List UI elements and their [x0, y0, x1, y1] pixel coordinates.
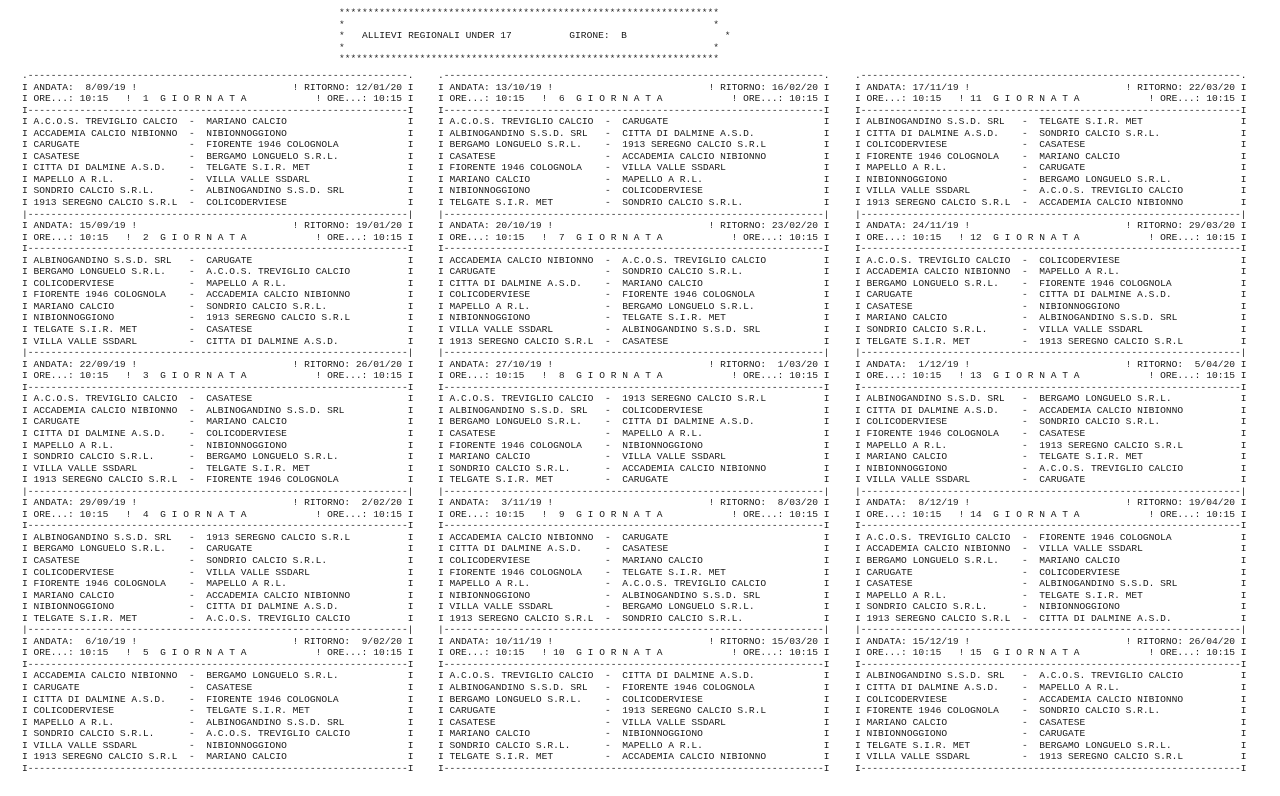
match-row: I ALBINOGANDINO S.S.D. SRL - CARUGATE I	[22, 254, 414, 266]
giornata-dates: I ANDATA: 15/12/19 ! ! RITORNO: 26/04/20 I	[855, 635, 1247, 647]
separator-line: I------------------------------------------------------------------I	[855, 520, 1247, 532]
match-row: I COLICODERVIESE - SONDRIO CALCIO S.R.L. I	[855, 416, 1247, 428]
match-row: I ALBINOGANDINO S.S.D. SRL - BERGAMO LONGUELO S.R.L. I	[855, 393, 1247, 405]
separator-line: |------------------------------------------------------------------|	[22, 624, 414, 636]
match-row: I NIBIONNOGGIONO - TELGATE S.I.R. MET I	[438, 312, 830, 324]
match-row: I SONDRIO CALCIO S.R.L. - ALBINOGANDINO S.S.D. SRL I	[22, 185, 414, 197]
match-row: I ACCADEMIA CALCIO NIBIONNO - NIBIONNOGGIONO I	[22, 127, 414, 139]
match-row: I MARIANO CALCIO - ALBINOGANDINO S.S.D. SRL I	[855, 312, 1247, 324]
match-row: I MARIANO CALCIO - ACCADEMIA CALCIO NIBIONNO I	[22, 589, 414, 601]
separator-line: |------------------------------------------------------------------|	[438, 347, 830, 359]
match-row: I CARUGATE - COLICODERVIESE I	[855, 566, 1247, 578]
match-row: I MAPELLO A R.L. - 1913 SEREGNO CALCIO S.R.L I	[855, 439, 1247, 451]
giornata-dates: I ANDATA: 17/11/19 ! ! RITORNO: 22/03/20 I	[855, 81, 1247, 93]
girone-label: GIRONE:	[569, 30, 610, 42]
match-row: I FIORENTE 1946 COLOGNOLA - MAPELLO A R.L. I	[22, 578, 414, 590]
separator-line: I------------------------------------------------------------------I	[22, 520, 414, 532]
giornata-dates: I ANDATA: 13/10/19 ! ! RITORNO: 16/02/20 I	[438, 81, 830, 93]
giornata-dates: I ANDATA: 6/10/19 ! ! RITORNO: 9/02/20 I	[22, 635, 414, 647]
match-row: I NIBIONNOGGIONO - BERGAMO LONGUELO S.R.L. I	[855, 173, 1247, 185]
girone-value: B	[621, 30, 627, 42]
match-row: I NIBIONNOGGIONO - CITTA DI DALMINE A.S.D. I	[22, 601, 414, 613]
giornata-dates: I ANDATA: 10/11/19 ! ! RITORNO: 15/03/20 I	[438, 635, 830, 647]
match-row: I FIORENTE 1946 COLOGNOLA - ACCADEMIA CALCIO NIBIONNO I	[22, 289, 414, 301]
match-row: I 1913 SEREGNO CALCIO S.R.L - SONDRIO CALCIO S.R.L. I	[438, 612, 830, 624]
separator-line: |------------------------------------------------------------------|	[855, 347, 1247, 359]
match-row: I MAPELLO A R.L. - BERGAMO LONGUELO S.R.L. I	[438, 300, 830, 312]
giornata-times: I ORE...: 10:15 ! 8 G I O R N A T A ! ORE...: 10:15 I	[438, 370, 830, 382]
match-row: I NIBIONNOGGIONO - A.C.O.S. TREVIGLIO CALCIO I	[855, 462, 1247, 474]
match-row: I NIBIONNOGGIONO - ALBINOGANDINO S.S.D. SRL I	[438, 589, 830, 601]
giornata-times: I ORE...: 10:15 ! 7 G I O R N A T A ! ORE...: 10:15 I	[438, 231, 830, 243]
giornata-dates: I ANDATA: 24/11/19 ! ! RITORNO: 29/03/20 I	[855, 220, 1247, 232]
championship-title: ALLIEVI REGIONALI UNDER 17	[362, 30, 512, 42]
separator-line: |------------------------------------------------------------------|	[22, 208, 414, 220]
match-row: I BERGAMO LONGUELO S.R.L. - MARIANO CALCIO I	[855, 554, 1247, 566]
match-row: I 1913 SEREGNO CALCIO S.R.L - FIORENTE 1946 COLOGNOLA I	[22, 474, 414, 486]
match-row: I MARIANO CALCIO - TELGATE S.I.R. MET I	[855, 451, 1247, 463]
match-row: I VILLA VALLE SSDARL - BERGAMO LONGUELO S.R.L. I	[438, 601, 830, 613]
giornata-times: I ORE...: 10:15 ! 3 G I O R N A T A ! ORE...: 10:15 I	[22, 370, 414, 382]
match-row: I FIORENTE 1946 COLOGNOLA - MARIANO CALCIO I	[855, 150, 1247, 162]
match-row: I CARUGATE - SONDRIO CALCIO S.R.L. I	[438, 266, 830, 278]
giornata-times: I ORE...: 10:15 ! 10 G I O R N A T A ! ORE...: 10:15 I	[438, 647, 830, 659]
match-row: I CARUGATE - CITTA DI DALMINE A.S.D. I	[855, 289, 1247, 301]
match-row: I CITTA DI DALMINE A.S.D. - MARIANO CALCIO I	[438, 277, 830, 289]
match-row: I MAPELLO A R.L. - CARUGATE I	[855, 162, 1247, 174]
separator-line: I------------------------------------------------------------------I	[855, 381, 1247, 393]
header-border-top: ******************************************************************	[339, 7, 719, 18]
match-row: I TELGATE S.I.R. MET - CARUGATE I	[438, 474, 830, 486]
separator-line: I------------------------------------------------------------------I	[855, 762, 1247, 774]
giornata-times: I ORE...: 10:15 ! 15 G I O R N A T A ! ORE...: 10:15 I	[855, 647, 1247, 659]
separator-line: |------------------------------------------------------------------|	[855, 208, 1247, 220]
match-row: I CITTA DI DALMINE A.S.D. - ACCADEMIA CALCIO NIBIONNO I	[855, 404, 1247, 416]
giornata-times: I ORE...: 10:15 ! 12 G I O R N A T A ! ORE...: 10:15 I	[855, 231, 1247, 243]
match-row: I CASATESE - ALBINOGANDINO S.S.D. SRL I	[855, 578, 1247, 590]
match-row: I MARIANO CALCIO - SONDRIO CALCIO S.R.L. I	[22, 300, 414, 312]
match-row: I ACCADEMIA CALCIO NIBIONNO - MAPELLO A R.L. I	[855, 266, 1247, 278]
match-row: I MARIANO CALCIO - CASATESE I	[855, 716, 1247, 728]
match-row: I CITTA DI DALMINE A.S.D. - MAPELLO A R.L. I	[855, 681, 1247, 693]
match-row: I ACCADEMIA CALCIO NIBIONNO - BERGAMO LONGUELO S.R.L. I	[22, 670, 414, 682]
giornata-times: I ORE...: 10:15 ! 2 G I O R N A T A ! ORE...: 10:15 I	[22, 231, 414, 243]
match-row: I VILLA VALLE SSDARL - 1913 SEREGNO CALCIO S.R.L I	[855, 751, 1247, 763]
giornata-times: I ORE...: 10:15 ! 13 G I O R N A T A ! ORE...: 10:15 I	[855, 370, 1247, 382]
calendar-header: ****************************************************************** * * * ALLIEVI REGIONALI UNDER 17 GIRONE: B * * * ******************************************************************	[339, 7, 731, 65]
giornata-times: I ORE...: 10:15 ! 4 G I O R N A T A ! ORE...: 10:15 I	[22, 508, 414, 520]
schedule-column-3	[855, 70, 1247, 774]
giornata-dates: I ANDATA: 8/12/19 ! ! RITORNO: 19/04/20 I	[855, 497, 1247, 509]
match-row: I A.C.O.S. TREVIGLIO CALCIO - FIORENTE 1946 COLOGNOLA I	[855, 531, 1247, 543]
match-row: I FIORENTE 1946 COLOGNOLA - SONDRIO CALCIO S.R.L. I	[855, 705, 1247, 717]
match-row: I CASATESE - VILLA VALLE SSDARL I	[438, 716, 830, 728]
match-row: I ACCADEMIA CALCIO NIBIONNO - A.C.O.S. TREVIGLIO CALCIO I	[438, 254, 830, 266]
match-row: I CARUGATE - 1913 SEREGNO CALCIO S.R.L I	[438, 705, 830, 717]
match-row: I TELGATE S.I.R. MET - CASATESE I	[22, 324, 414, 336]
match-row: I ALBINOGANDINO S.S.D. SRL - A.C.O.S. TREVIGLIO CALCIO I	[855, 670, 1247, 682]
match-row: I CITTA DI DALMINE A.S.D. - SONDRIO CALCIO S.R.L. I	[855, 127, 1247, 139]
separator-line: |------------------------------------------------------------------|	[855, 485, 1247, 497]
match-row: I VILLA VALLE SSDARL - ALBINOGANDINO S.S.D. SRL I	[438, 324, 830, 336]
match-row: I MAPELLO A R.L. - NIBIONNOGGIONO I	[22, 439, 414, 451]
match-row: I COLICODERVIESE - MARIANO CALCIO I	[438, 554, 830, 566]
separator-line: I------------------------------------------------------------------I	[22, 762, 414, 774]
match-row: I FIORENTE 1946 COLOGNOLA - TELGATE S.I.R. MET I	[438, 566, 830, 578]
separator-line: |------------------------------------------------------------------|	[438, 208, 830, 220]
match-row: I ALBINOGANDINO S.S.D. SRL - 1913 SEREGNO CALCIO S.R.L I	[22, 531, 414, 543]
match-row: I VILLA VALLE SSDARL - A.C.O.S. TREVIGLIO CALCIO I	[855, 185, 1247, 197]
separator-line: I------------------------------------------------------------------I	[438, 243, 830, 255]
match-row: I TELGATE S.I.R. MET - BERGAMO LONGUELO S.R.L. I	[855, 739, 1247, 751]
separator-line: .------------------------------------------------------------------.	[22, 70, 414, 81]
separator-line: .------------------------------------------------------------------.	[438, 70, 830, 81]
match-row: I SONDRIO CALCIO S.R.L. - NIBIONNOGGIONO I	[855, 601, 1247, 613]
match-row: I TELGATE S.I.R. MET - ACCADEMIA CALCIO NIBIONNO I	[438, 751, 830, 763]
match-row: I 1913 SEREGNO CALCIO S.R.L - CITTA DI DALMINE A.S.D. I	[855, 612, 1247, 624]
match-row: I CITTA DI DALMINE A.S.D. - FIORENTE 1946 COLOGNOLA I	[22, 693, 414, 705]
match-row: I MAPELLO A R.L. - ALBINOGANDINO S.S.D. SRL I	[22, 716, 414, 728]
header-border-bottom: ******************************************************************	[339, 53, 719, 65]
match-row: I CITTA DI DALMINE A.S.D. - CASATESE I	[438, 543, 830, 555]
match-row: I NIBIONNOGGIONO - COLICODERVIESE I	[438, 185, 830, 197]
match-row: I 1913 SEREGNO CALCIO S.R.L - COLICODERVIESE I	[22, 197, 414, 209]
match-row: I CITTA DI DALMINE A.S.D. - TELGATE S.I.R. MET I	[22, 162, 414, 174]
match-row: I ALBINOGANDINO S.S.D. SRL - TELGATE S.I.R. MET I	[855, 116, 1247, 128]
separator-line: I------------------------------------------------------------------I	[22, 658, 414, 670]
giornata-times: I ORE...: 10:15 ! 5 G I O R N A T A ! ORE...: 10:15 I	[22, 647, 414, 659]
separator-line: |------------------------------------------------------------------|	[22, 485, 414, 497]
match-row: I BERGAMO LONGUELO S.R.L. - CITTA DI DALMINE A.S.D. I	[438, 416, 830, 428]
match-row: I VILLA VALLE SSDARL - TELGATE S.I.R. MET I	[22, 462, 414, 474]
match-row: I NIBIONNOGGIONO - CARUGATE I	[855, 728, 1247, 740]
giornata-times: I ORE...: 10:15 ! 1 G I O R N A T A ! ORE...: 10:15 I	[22, 93, 414, 105]
match-row: I A.C.O.S. TREVIGLIO CALCIO - 1913 SEREGNO CALCIO S.R.L I	[438, 393, 830, 405]
match-row: I ACCADEMIA CALCIO NIBIONNO - VILLA VALLE SSDARL I	[855, 543, 1247, 555]
separator-line: |------------------------------------------------------------------|	[438, 485, 830, 497]
match-row: I TELGATE S.I.R. MET - SONDRIO CALCIO S.R.L. I	[438, 197, 830, 209]
separator-line: I------------------------------------------------------------------I	[438, 762, 830, 774]
match-row: I FIORENTE 1946 COLOGNOLA - VILLA VALLE SSDARL I	[438, 162, 830, 174]
match-row: I ACCADEMIA CALCIO NIBIONNO - CARUGATE I	[438, 531, 830, 543]
match-row: I CARUGATE - FIORENTE 1946 COLOGNOLA I	[22, 139, 414, 151]
match-row: I MAPELLO A R.L. - VILLA VALLE SSDARL I	[22, 173, 414, 185]
match-row: I ALBINOGANDINO S.S.D. SRL - FIORENTE 1946 COLOGNOLA I	[438, 681, 830, 693]
separator-line: I------------------------------------------------------------------I	[438, 520, 830, 532]
match-row: I MAPELLO A R.L. - A.C.O.S. TREVIGLIO CALCIO I	[438, 578, 830, 590]
match-row: I COLICODERVIESE - CASATESE I	[855, 139, 1247, 151]
separator-line: I------------------------------------------------------------------I	[438, 104, 830, 116]
separator-line: |------------------------------------------------------------------|	[22, 347, 414, 359]
separator-line: |------------------------------------------------------------------|	[855, 624, 1247, 636]
match-row: I BERGAMO LONGUELO S.R.L. - CARUGATE I	[22, 543, 414, 555]
match-row: I COLICODERVIESE - MAPELLO A R.L. I	[22, 277, 414, 289]
match-row: I CARUGATE - MARIANO CALCIO I	[22, 416, 414, 428]
match-row: I FIORENTE 1946 COLOGNOLA - CASATESE I	[855, 427, 1247, 439]
separator-line: |------------------------------------------------------------------|	[438, 624, 830, 636]
header-blank-line: * *	[339, 18, 719, 30]
schedule-column-2	[438, 70, 830, 774]
separator-line: .------------------------------------------------------------------.	[855, 70, 1247, 81]
match-row: I A.C.O.S. TREVIGLIO CALCIO - MARIANO CALCIO I	[22, 116, 414, 128]
match-row: I FIORENTE 1946 COLOGNOLA - NIBIONNOGGIONO I	[438, 439, 830, 451]
separator-line: I------------------------------------------------------------------I	[22, 104, 414, 116]
match-row: I COLICODERVIESE - VILLA VALLE SSDARL I	[22, 566, 414, 578]
match-row: I TELGATE S.I.R. MET - A.C.O.S. TREVIGLIO CALCIO I	[22, 612, 414, 624]
match-row: I CASATESE - SONDRIO CALCIO S.R.L. I	[22, 554, 414, 566]
match-row: I 1913 SEREGNO CALCIO S.R.L - MARIANO CALCIO I	[22, 751, 414, 763]
giornata-times: I ORE...: 10:15 ! 6 G I O R N A T A ! ORE...: 10:15 I	[438, 93, 830, 105]
match-row: I A.C.O.S. TREVIGLIO CALCIO - CARUGATE I	[438, 116, 830, 128]
giornata-dates: I ANDATA: 27/10/19 ! ! RITORNO: 1/03/20 I	[438, 358, 830, 370]
match-row: I COLICODERVIESE - FIORENTE 1946 COLOGNOLA I	[438, 289, 830, 301]
match-row: I SONDRIO CALCIO S.R.L. - VILLA VALLE SSDARL I	[855, 324, 1247, 336]
giornata-times: I ORE...: 10:15 ! 14 G I O R N A T A ! ORE...: 10:15 I	[855, 508, 1247, 520]
match-row: I 1913 SEREGNO CALCIO S.R.L - CASATESE I	[438, 335, 830, 347]
match-row: I COLICODERVIESE - ACCADEMIA CALCIO NIBIONNO I	[855, 693, 1247, 705]
match-row: I VILLA VALLE SSDARL - CITTA DI DALMINE A.S.D. I	[22, 335, 414, 347]
match-row: I VILLA VALLE SSDARL - CARUGATE I	[855, 474, 1247, 486]
match-row: I CARUGATE - CASATESE I	[22, 681, 414, 693]
match-row: I TELGATE S.I.R. MET - 1913 SEREGNO CALCIO S.R.L I	[855, 335, 1247, 347]
match-row: I SONDRIO CALCIO S.R.L. - MAPELLO A R.L. I	[438, 739, 830, 751]
match-row: I ALBINOGANDINO S.S.D. SRL - CITTA DI DALMINE A.S.D. I	[438, 127, 830, 139]
match-row: I 1913 SEREGNO CALCIO S.R.L - ACCADEMIA CALCIO NIBIONNO I	[855, 197, 1247, 209]
giornata-dates: I ANDATA: 20/10/19 ! ! RITORNO: 23/02/20 I	[438, 220, 830, 232]
separator-line: I------------------------------------------------------------------I	[855, 243, 1247, 255]
match-row: I ACCADEMIA CALCIO NIBIONNO - ALBINOGANDINO S.S.D. SRL I	[22, 404, 414, 416]
match-row: I COLICODERVIESE - TELGATE S.I.R. MET I	[22, 705, 414, 717]
match-row: I CITTA DI DALMINE A.S.D. - COLICODERVIESE I	[22, 427, 414, 439]
match-row: I NIBIONNOGGIONO - 1913 SEREGNO CALCIO S.R.L I	[22, 312, 414, 324]
match-row: I CASATESE - NIBIONNOGGIONO I	[855, 300, 1247, 312]
match-row: I MARIANO CALCIO - VILLA VALLE SSDARL I	[438, 451, 830, 463]
match-row: I CASATESE - MAPELLO A R.L. I	[438, 427, 830, 439]
giornata-dates: I ANDATA: 15/09/19 ! ! RITORNO: 19/01/20 I	[22, 220, 414, 232]
giornata-dates: I ANDATA: 22/09/19 ! ! RITORNO: 26/01/20 I	[22, 358, 414, 370]
match-row: I CASATESE - BERGAMO LONGUELO S.R.L. I	[22, 150, 414, 162]
match-row: I BERGAMO LONGUELO S.R.L. - 1913 SEREGNO CALCIO S.R.L I	[438, 139, 830, 151]
giornata-dates: I ANDATA: 8/09/19 ! ! RITORNO: 12/01/20 I	[22, 81, 414, 93]
match-row: I ALBINOGANDINO S.S.D. SRL - COLICODERVIESE I	[438, 404, 830, 416]
match-row: I SONDRIO CALCIO S.R.L. - A.C.O.S. TREVIGLIO CALCIO I	[22, 728, 414, 740]
separator-line: I------------------------------------------------------------------I	[438, 381, 830, 393]
match-row: I A.C.O.S. TREVIGLIO CALCIO - CITTA DI DALMINE A.S.D. I	[438, 670, 830, 682]
giornata-dates: I ANDATA: 1/12/19 ! ! RITORNO: 5/04/20 I	[855, 358, 1247, 370]
match-row: I A.C.O.S. TREVIGLIO CALCIO - COLICODERVIESE I	[855, 254, 1247, 266]
separator-line: I------------------------------------------------------------------I	[22, 243, 414, 255]
match-row: I CASATESE - ACCADEMIA CALCIO NIBIONNO I	[438, 150, 830, 162]
match-row: I MAPELLO A R.L. - TELGATE S.I.R. MET I	[855, 589, 1247, 601]
match-row: I SONDRIO CALCIO S.R.L. - ACCADEMIA CALCIO NIBIONNO I	[438, 462, 830, 474]
match-row: I BERGAMO LONGUELO S.R.L. - COLICODERVIESE I	[438, 693, 830, 705]
match-row: I SONDRIO CALCIO S.R.L. - BERGAMO LONGUELO S.R.L. I	[22, 451, 414, 463]
giornata-dates: I ANDATA: 3/11/19 ! ! RITORNO: 8/03/20 I	[438, 497, 830, 509]
giornata-dates: I ANDATA: 29/09/19 ! ! RITORNO: 2/02/20 I	[22, 497, 414, 509]
match-row: I BERGAMO LONGUELO S.R.L. - FIORENTE 1946 COLOGNOLA I	[855, 277, 1247, 289]
match-row: I MARIANO CALCIO - MAPELLO A R.L. I	[438, 173, 830, 185]
match-row: I MARIANO CALCIO - NIBIONNOGGIONO I	[438, 728, 830, 740]
separator-line: I------------------------------------------------------------------I	[22, 381, 414, 393]
header-blank-line: * *	[339, 41, 719, 53]
schedule-column-1	[22, 70, 414, 774]
match-row: I VILLA VALLE SSDARL - NIBIONNOGGIONO I	[22, 739, 414, 751]
separator-line: I------------------------------------------------------------------I	[855, 104, 1247, 116]
giornata-times: I ORE...: 10:15 ! 11 G I O R N A T A ! ORE...: 10:15 I	[855, 93, 1247, 105]
match-row: I BERGAMO LONGUELO S.R.L. - A.C.O.S. TREVIGLIO CALCIO I	[22, 266, 414, 278]
match-row: I A.C.O.S. TREVIGLIO CALCIO - CASATESE I	[22, 393, 414, 405]
giornata-times: I ORE...: 10:15 ! 9 G I O R N A T A ! ORE...: 10:15 I	[438, 508, 830, 520]
separator-line: I------------------------------------------------------------------I	[855, 658, 1247, 670]
separator-line: I------------------------------------------------------------------I	[438, 658, 830, 670]
